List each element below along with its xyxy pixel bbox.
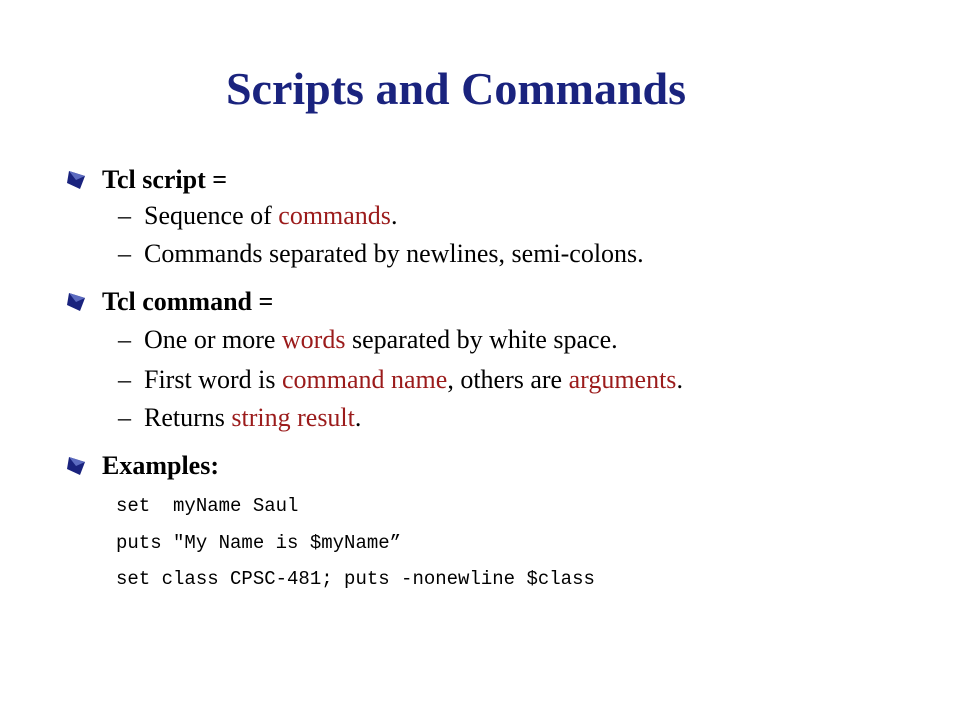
bullet-examples [66,451,219,481]
sub-item [118,201,397,231]
highlight-text: commands [278,201,391,230]
slide-title: Scripts and Commands [225,63,687,114]
diamond-bullet-icon [66,456,86,476]
bullet-tcl-script [66,165,227,195]
sub-item [118,239,644,269]
dash: – [118,403,131,432]
sub-text: First word is [144,365,282,394]
highlight-text: words [281,325,346,354]
code-line: puts "My Name is $myName” [116,532,402,554]
bullet-tcl-command [66,287,273,317]
dash: – [118,325,131,354]
highlight-text: string result [231,403,355,432]
sub-text: . [390,201,398,230]
sub-text: . [676,365,683,394]
sub-text: One or more [144,325,282,354]
bullet-label: Tcl script = [102,165,228,194]
bullet-label: Tcl command = [102,287,274,316]
sub-item [118,365,683,395]
bullet-label: Examples: [102,451,219,480]
code-line: set myName Saul [116,495,299,517]
sub-text: separated by white space. [345,325,618,354]
sub-text: Sequence of [144,201,279,230]
sub-text: Returns [144,403,232,432]
diamond-bullet-icon [66,170,86,190]
highlight-text: arguments [568,365,677,394]
dash: – [118,239,131,268]
sub-item [118,325,618,355]
dash: – [118,201,131,230]
highlight-text: command name [281,365,448,394]
dash: – [118,365,131,394]
diamond-bullet-icon [66,292,86,312]
sub-text: Commands separated by newlines, semi-colons. [144,239,644,268]
sub-item [118,403,361,433]
code-line: set class CPSC-481; puts -nonewline $class [116,568,595,590]
sub-text: . [354,403,362,432]
sub-text: , others are [447,365,569,394]
